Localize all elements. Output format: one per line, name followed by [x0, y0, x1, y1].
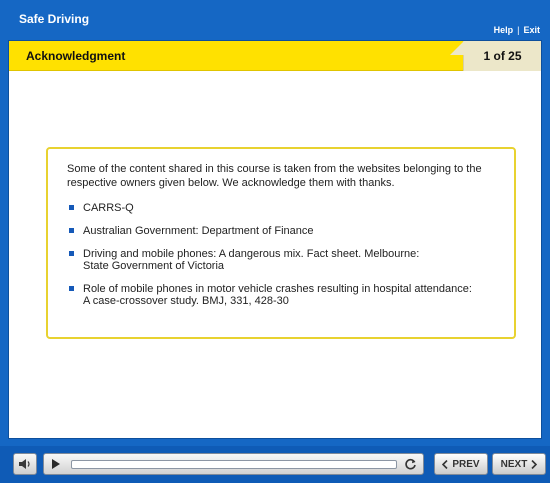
prev-label: PREV: [452, 458, 480, 470]
reference-line: Australian Government: Department of Finance: [83, 225, 314, 237]
page-title: Acknowledgment: [26, 49, 126, 63]
acknowledgment-box: [46, 147, 516, 339]
page-counter: [463, 41, 541, 71]
reference-line: CARRS-Q: [83, 202, 134, 214]
media-player: [43, 453, 424, 475]
reference-line: Role of mobile phones in motor vehicle crashes resulting in hospital attendance:: [83, 283, 472, 295]
next-label: NEXT: [500, 458, 528, 470]
list-item: [67, 283, 496, 307]
help-link[interactable]: Help: [493, 25, 514, 35]
link-separator: |: [517, 25, 520, 35]
chevron-right-icon: [531, 460, 537, 469]
reference-line-continued: State Government of Victoria: [83, 260, 225, 272]
header-bar: [9, 41, 541, 71]
content-frame: [8, 40, 542, 439]
chevron-left-icon: [442, 460, 448, 469]
list-item: [67, 225, 496, 237]
reference-line: Driving and mobile phones: A dangerous mix. Fact sheet. Melbourne:: [83, 248, 420, 260]
list-item: [67, 248, 496, 272]
exit-link[interactable]: Exit: [523, 25, 540, 35]
prev-button[interactable]: [434, 453, 488, 475]
progress-bar[interactable]: [71, 460, 397, 469]
reference-line-continued: A case-crossover study. BMJ, 331, 428-30: [83, 295, 289, 307]
intro-text: Some of the content shared in this course is taken from the websites belonging to the respective owners given below. We acknowledge them with thanks.: [67, 163, 482, 189]
app-title: Safe Driving: [19, 12, 90, 26]
reference-list: [67, 202, 496, 307]
list-item: [67, 202, 496, 214]
next-button[interactable]: [492, 453, 546, 475]
speaker-icon: [18, 458, 32, 470]
bullet-icon: [69, 205, 74, 210]
replay-button[interactable]: [403, 457, 417, 471]
play-button[interactable]: [50, 458, 62, 470]
replay-icon: [404, 458, 417, 471]
page-counter-text: 1 of 25: [483, 49, 522, 63]
play-icon: [51, 458, 61, 470]
counter-corner: [450, 41, 464, 55]
top-links: [494, 25, 540, 35]
bullet-icon: [69, 286, 74, 291]
control-bar: [0, 446, 550, 483]
bullet-icon: [69, 228, 74, 233]
bullet-icon: [69, 251, 74, 256]
sound-button[interactable]: [13, 453, 37, 475]
